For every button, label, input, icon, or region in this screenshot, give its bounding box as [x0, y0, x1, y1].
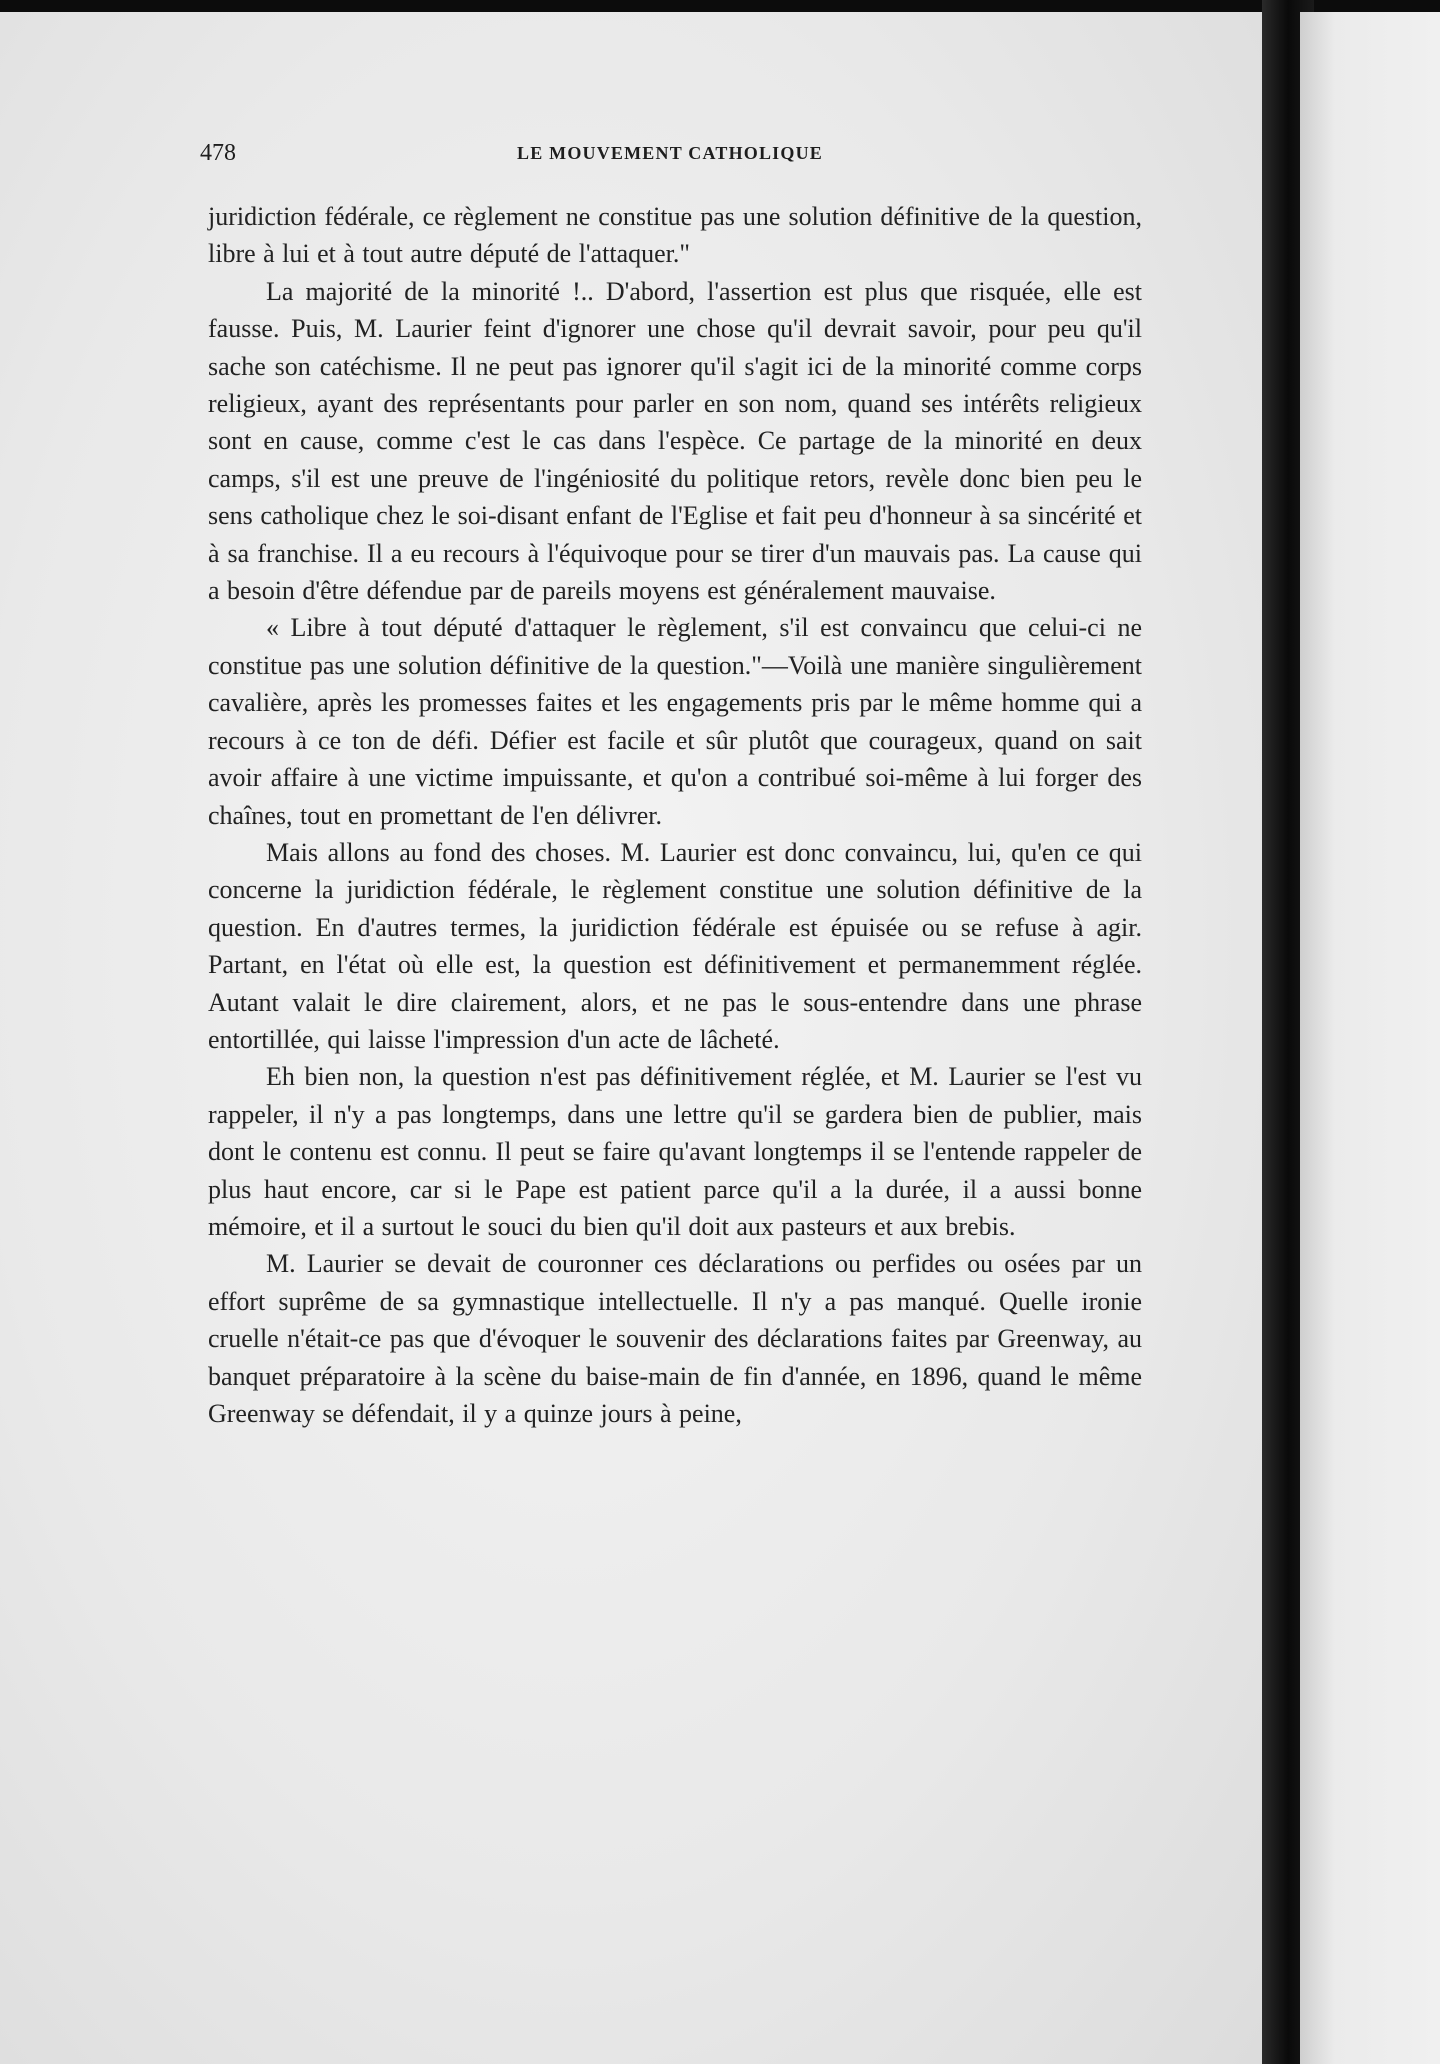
paragraph-3: « Libre à tout député d'attaquer le règlement, s'il est convaincu que celui-ci ne constitue pas une solution définitive de la question."—Voilà une manière singulièrement cavalière, après les promesses faites et les engagements pris par le même homme qui a recours à ce ton de défi. Défier est facile et sûr plutôt que courageux, quand on sait avoir affaire à une victime impuissante, et qu'on a contribué soi-même à lui forger des chaînes, tout en promettant de l'en délivrer. — [208, 613, 1142, 830]
page-header — [200, 140, 1140, 180]
paragraph-1: juridiction fédérale, ce règlement ne constitue pas une solution définitive de la question, libre à lui et à tout autre député de l'attaquer." — [208, 202, 1142, 269]
running-head: LE MOUVEMENT CATHOLIQUE — [517, 143, 823, 163]
paragraph-4: Mais allons au fond des choses. M. Laurier est donc convaincu, lui, qu'en ce qui concerne la juridiction fédérale, le règlement constitue une solution définitive de la question. En d'autres termes, la juridiction fédérale est épuisée ou se refuse à agir. Partant, en l'état où elle est, la question est définitivement et permanemment réglée. Autant valait le dire clairement, alors, et ne pas le sous-entendre dans une phrase entortillée, qui laisse l'impression d'un acte de lâcheté. — [208, 837, 1142, 1054]
right-page-edge — [1300, 12, 1440, 2064]
body-text — [208, 198, 1142, 1432]
paragraph-5: Eh bien non, la question n'est pas définitivement réglée, et M. Laurier se l'est vu rappeler, il n'y a pas longtemps, dans une lettre qu'il se gardera bien de publier, mais dont le contenu est connu. Il peut se faire qu'avant longtemps il se l'entende rappeler de plus haut encore, car si le Pape est patient parce qu'il a la durée, il a aussi bonne mémoire, et il a surtout le souci du bien qu'il doit aux pasteurs et aux brebis. — [208, 1062, 1142, 1241]
paragraph-6: M. Laurier se devait de couronner ces déclarations ou perfides ou osées par un effort suprême de sa gymnastique intellectuelle. Il n'y a pas manqué. Quelle ironie cruelle n'était-ce pas que d'évoquer le souvenir des déclarations faites par Greenway, au banquet préparatoire à la scène du baise-main de fin d'année, en 1896, quand le même Greenway se défendait, il y a quinze jours à peine, — [208, 1249, 1142, 1428]
paragraph-2: La majorité de la minorité !.. D'abord, l'assertion est plus que risquée, elle est fausse. Puis, M. Laurier feint d'ignorer une chose qu'il devrait savoir, pour peu qu'il sache son catéchisme. Il ne peut pas ignorer qu'il s'agit ici de la minorité comme corps religieux, ayant des représentants pour parler en son nom, quand ses intérêts religieux sont en cause, comme c'est le cas dans l'espèce. Ce partage de la minorité en deux camps, s'il est une preuve de l'ingéniosité du politique retors, revèle donc bien peu le sens catholique chez le soi-disant enfant de l'Eglise et fait peu d'honneur à sa sincérité et à sa franchise. Il a eu recours à l'équivoque pour se tirer d'un mauvais pas. La cause qui a besoin d'être défendue par de pareils moyens est généralement mauvaise. — [208, 276, 1142, 606]
page-number: 478 — [200, 140, 236, 166]
